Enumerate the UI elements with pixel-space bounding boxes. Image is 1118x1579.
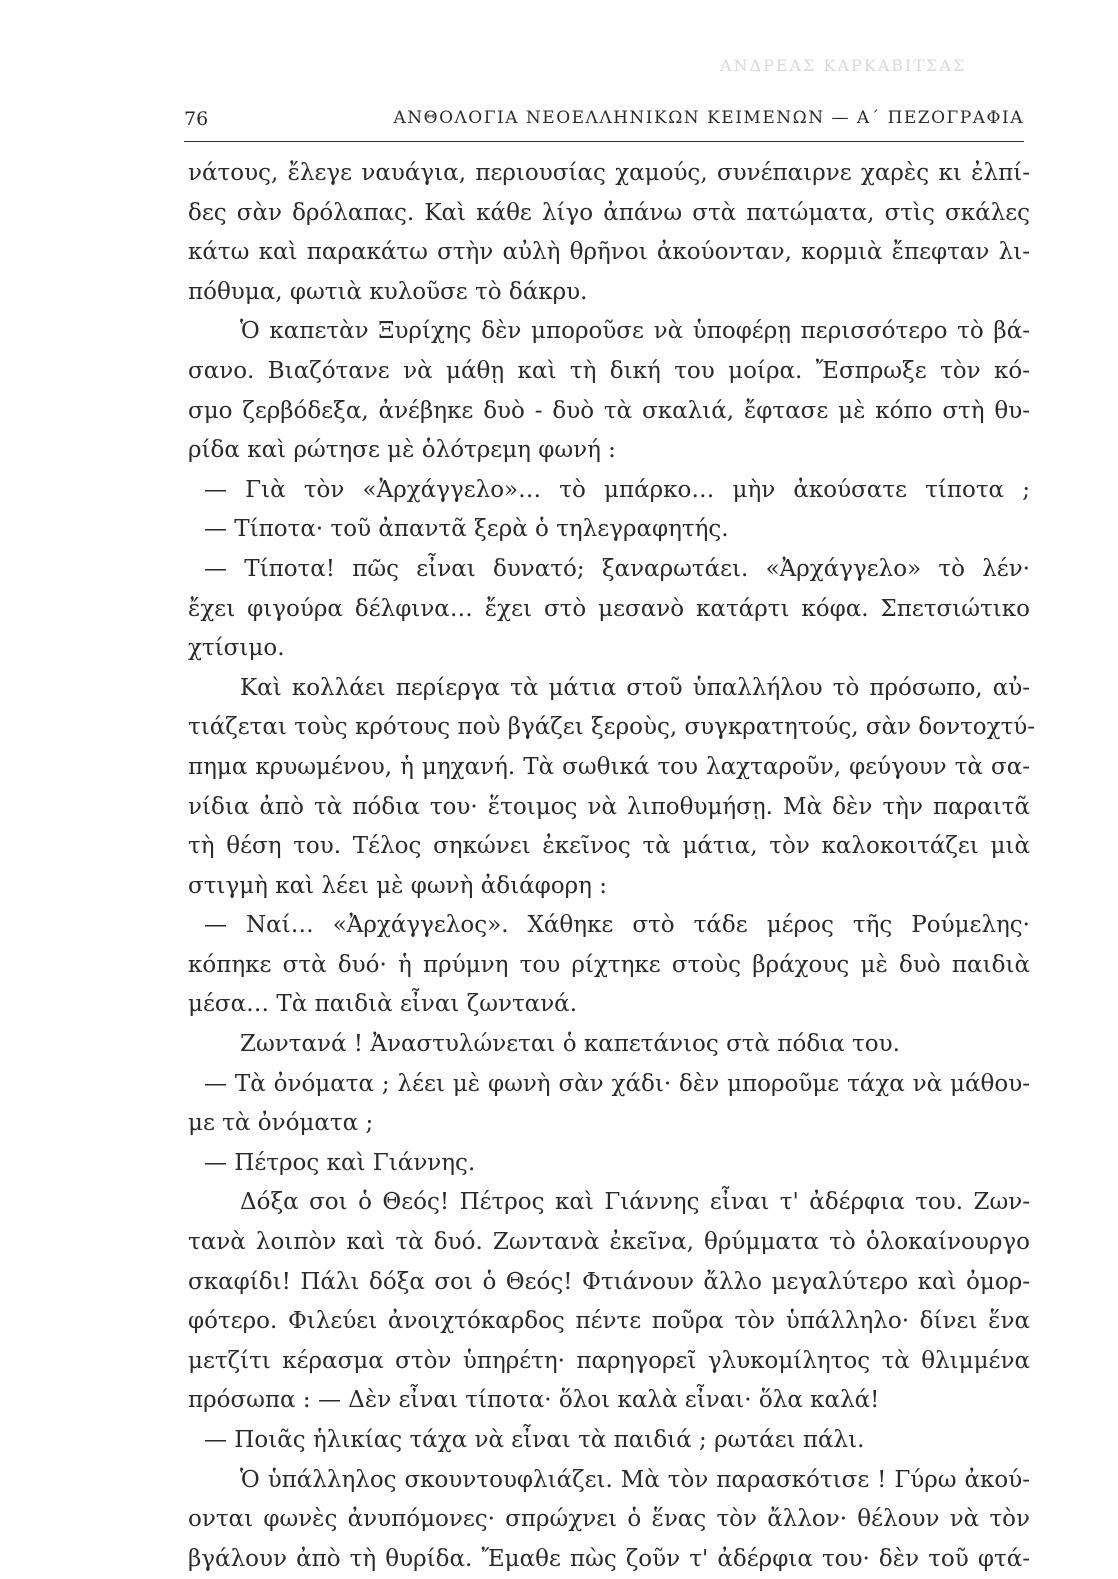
text-line: πρόσωπα : — Δὲν εἶναι τίποτα· ὅλοι καλὰ εἶναι· ὅλα καλά! xyxy=(188,1387,880,1414)
text-line: φότερο. Φιλεύει ἀνοιχτόκαρδος πέντε ποῦρα τὸν ὑπάλληλο· δίνει ἕνα xyxy=(188,1308,1030,1335)
text-line: νάτους, ἔλεγε ναυάγια, περιουσίας χαμούς, συνέπαιρνε χαρὲς κι ἐλπί- xyxy=(188,160,1030,186)
text-line: πημα κρυωμένου, ἡ μηχανή. Τὰ σωθικά του λαχταροῦν, φεύγουν τὰ σα- xyxy=(188,753,1030,780)
text-line: — Πέτρος καὶ Γιάννης. xyxy=(204,1149,476,1176)
text-line: με τὰ ὀνόματα ; xyxy=(188,1110,374,1137)
text-line: τιάζεται τοὺς κρότους ποὺ βγάζει ξεροὺς, συγκρατητούς, σὰν δοντοχτύ- xyxy=(188,714,1036,741)
text-line: Ὁ ὑπάλληλος σκουντουφλιάζει. Μὰ τὸν παρασκότισε ! Γύρω ἀκού- xyxy=(240,1466,1030,1493)
text-line: Ζωντανά ! Ἀναστυλώνεται ὁ καπετάνιος στὰ πόδια του. xyxy=(240,1031,900,1058)
page-header xyxy=(184,104,1024,134)
text-line: χτίσιμο. xyxy=(188,635,285,662)
text-line: — Τίποτα! πῶς εἶναι δυνατό; ξαναρωτάει. «Ἀρχάγγελο» τὸ λέν· xyxy=(204,555,1030,582)
text-line: μετζίτι κέρασμα στὸν ὑπηρέτη· παρηγορεῖ γλυκομίλητος τὰ θλιμμένα xyxy=(188,1347,1030,1374)
text-line: — Ποιᾶς ἡλικίας τάχα νὰ εἶναι τὰ παιδιά ; ρωτάει πάλι. xyxy=(204,1427,865,1453)
text-line: τὴ θέση του. Τέλος σηκώνει ἐκεῖνος τὰ μάτια, τὸν καλοκοιτάζει μιὰ xyxy=(188,833,1030,860)
text-line: — Ναί… «Ἀρχάγγελος». Χάθηκε στὸ τάδε μέρος τῆς Ρούμελης· xyxy=(204,912,1030,939)
header-rule xyxy=(184,141,1024,142)
body-text xyxy=(188,154,1036,1579)
text-line: — Τὰ ὀνόματα ; λέει μὲ φωνὴ σὰν χάδι· δὲν μποροῦμε τάχα νὰ μάθου- xyxy=(204,1070,1030,1097)
page-number: 76 xyxy=(184,108,209,130)
text-line: Δόξα σοι ὁ Θεός! Πέτρος καὶ Γιάννης εἶναι τ' ἀδέρφια του. Ζων- xyxy=(240,1189,1030,1216)
text-line: δες σὰν δρόλαπας. Καὶ κάθε λίγο ἀπάνω στὰ πατώματα, στὶς σκάλες xyxy=(188,199,1030,226)
text-line: κόπηκε στὰ δυό· ἡ πρύμνη του ρίχτηκε στοὺς βράχους μὲ δυὸ παιδιὰ xyxy=(188,951,1030,978)
text-line: σανο. Βιαζότανε νὰ μάθῃ καὶ τὴ δική του μοίρα. Ἔσπρωξε τὸν κό- xyxy=(188,357,1030,384)
text-line: ρίδα καὶ ρώτησε μὲ ὁλότρεμη φωνή : xyxy=(188,437,616,464)
text-line: κάτω καὶ παρακάτω στὴν αὐλὴ θρῆνοι ἀκούονταν, κορμιὰ ἔπεφταν λι- xyxy=(188,239,1030,266)
text-line: — Τίποτα· τοῦ ἀπαντᾶ ξερὰ ὁ τηλεγραφητής. xyxy=(204,516,729,543)
text-line: ονται φωνὲς ἀνυπόμονες· σπρώχνει ὁ ἕνας τὸν ἄλλον· θέλουν νὰ τὸν xyxy=(188,1506,1030,1533)
bleed-through-heading: ΑΝΔΡΕΑΣ ΚΑΡΚΑΒΙΤΣΑΣ xyxy=(720,56,967,75)
running-title: ΑΝΘΟΛΟΓΙΑ ΝΕΟΕΛΛΗΝΙΚΩΝ ΚΕΙΜΕΝΩΝ — Α΄ ΠΕΖΟΓΡΑΦΙΑ xyxy=(393,108,1024,128)
text-line: σκαφίδι! Πάλι δόξα σοι ὁ Θεός! Φτιάνουν ἄλλο μεγαλύτερο καὶ ὀμορ- xyxy=(188,1268,1030,1295)
text-line: — Γιὰ τὸν «Ἀρχάγγελο»… τὸ μπάρκο… μὴν ἀκούσατε τίποτα ; xyxy=(204,476,1030,503)
text-line: ἔχει φιγούρα δέλφινα… ἔχει στὸ μεσανὸ κατάρτι κόφα. Σπετσιώτικο xyxy=(188,595,1030,622)
text-line: Ὁ καπετὰν Ξυρίχης δὲν μποροῦσε νὰ ὑποφέρῃ περισσότερο τὸ βά- xyxy=(240,318,1030,345)
text-line: σμο ζερβόδεξα, ἀνέβηκε δυὸ - δυὸ τὰ σκαλιά, ἔφτασε μὲ κόπο στὴ θυ- xyxy=(188,397,1030,424)
text-line: στιγμὴ καὶ λέει μὲ φωνὴ ἀδιάφορη : xyxy=(188,872,607,899)
text-line: βγάλουν ἀπὸ τὴ θυρίδα. Ἔμαθε πὼς ζοῦν τ' ἀδέρφια του· δὲν τοῦ φτά- xyxy=(188,1545,1030,1572)
text-line: πόθυμα, φωτιὰ κυλοῦσε τὸ δάκρυ. xyxy=(188,278,588,305)
text-line: μέσα… Τὰ παιδιὰ εἶναι ζωντανά. xyxy=(188,991,578,1018)
text-line: Καὶ κολλάει περίεργα τὰ μάτια στοῦ ὑπαλλήλου τὸ πρόσωπο, αὐ- xyxy=(240,674,1030,701)
text-line: τανὰ λοιπὸν καὶ τὰ δυό. Ζωντανὰ ἐκεῖνα, θρύμματα τὸ ὁλοκαίνουργο xyxy=(188,1229,1030,1256)
text-line: νίδια ἀπὸ τὰ πόδια του· ἕτοιμος νὰ λιποθυμήσῃ. Μὰ δὲν τὴν παραιτᾶ xyxy=(188,793,1030,820)
